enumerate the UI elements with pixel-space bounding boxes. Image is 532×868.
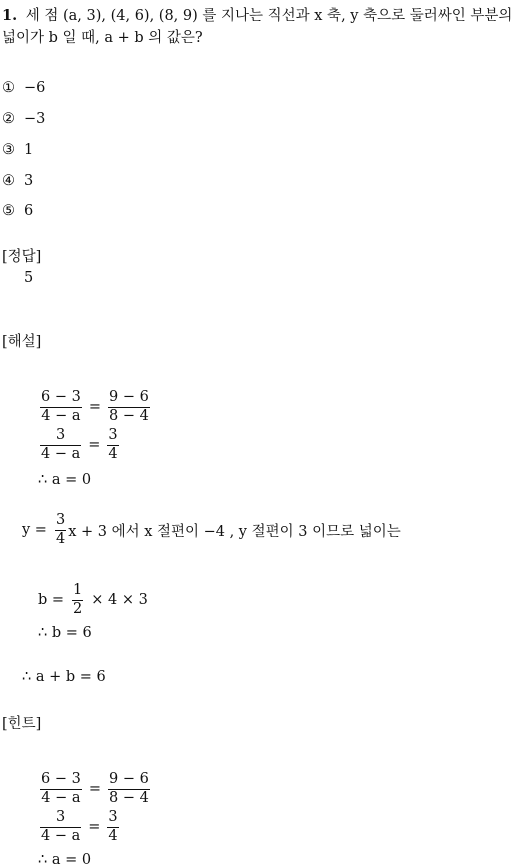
fraction: $\frac{3}{4}$ — [55, 512, 66, 547]
fraction: $\frac{9 - 6}{8 - 4}$ — [108, 389, 149, 424]
hint-eq-1: $\frac{6 - 3}{4 - a}$ = $\frac{9 - 6}{8 - 4}$ — [41, 771, 149, 806]
hint-eq-2: $\frac{3}{4 - a}$ = $\frac{3}{4}$ — [41, 809, 118, 844]
solution-b-eq: b = $\frac{1}{2}$ × 4 × 3 — [38, 582, 148, 617]
choice-value: 1 — [24, 142, 34, 158]
fraction: $\frac{3}{4}$ — [108, 427, 118, 462]
question-text-1: 세 점 (a, 3), (4, 6), (8, 9) 를 지나는 직선과 x 축, y 축으로 둘러싸인 부분의 — [25, 8, 513, 24]
choice-mark: ④ — [2, 173, 15, 189]
fraction: $\frac{6 - 3}{4 - a}$ — [41, 771, 81, 806]
question-number: 1. — [2, 7, 18, 24]
answer-value: 5 — [24, 270, 34, 286]
fraction: $\frac{1}{2}$ — [73, 582, 83, 617]
fraction: $\frac{3}{4 - a}$ — [41, 427, 81, 462]
answer-header: [정답] — [2, 249, 42, 265]
question-text-2: 넓이가 b 일 때, a + b 의 값은? — [2, 30, 203, 46]
fraction: $\frac{3}{4}$ — [108, 809, 118, 844]
solution-eq-1: $\frac{6 - 3}{4 - a}$ = $\frac{9 - 6}{8 - 4}$ — [41, 389, 149, 424]
choice-value: −6 — [24, 80, 46, 96]
choice-mark: ① — [2, 80, 15, 96]
choice-mark: ⑤ — [2, 203, 15, 219]
solution-final: ∴ a + b = 6 — [22, 669, 106, 685]
choice-value: −3 — [24, 111, 46, 127]
choice-1[interactable] — [2, 80, 45, 96]
choice-2[interactable] — [2, 111, 45, 127]
fraction: $\frac{9 - 6}{8 - 4}$ — [108, 771, 149, 806]
solution-eq-3: ∴ a = 0 — [38, 472, 92, 488]
solution-header: [해설] — [2, 334, 42, 350]
question-line-1 — [2, 4, 512, 25]
choice-mark: ③ — [2, 142, 15, 158]
fraction: $\frac{6 - 3}{4 - a}$ — [41, 389, 81, 424]
choice-3[interactable] — [2, 142, 33, 158]
solution-b-result: ∴ b = 6 — [38, 625, 92, 641]
choice-4[interactable] — [2, 173, 33, 189]
hint-eq-3: ∴ a = 0 — [38, 852, 92, 868]
question-line-2 — [2, 26, 203, 47]
solution-line-y: y = $\frac{3}{4}$ x + 3 에서 x 절편이 −4 , y 절편이 3 이므로 넓이는 — [22, 512, 401, 547]
choice-5[interactable] — [2, 203, 33, 219]
choice-value: 6 — [24, 203, 34, 219]
solution-eq-2: $\frac{3}{4 - a}$ = $\frac{3}{4}$ — [41, 427, 118, 462]
fraction: $\frac{3}{4 - a}$ — [41, 809, 81, 844]
hint-header: [힌트] — [2, 716, 42, 732]
choice-value: 3 — [24, 173, 34, 189]
choice-mark: ② — [2, 111, 15, 127]
